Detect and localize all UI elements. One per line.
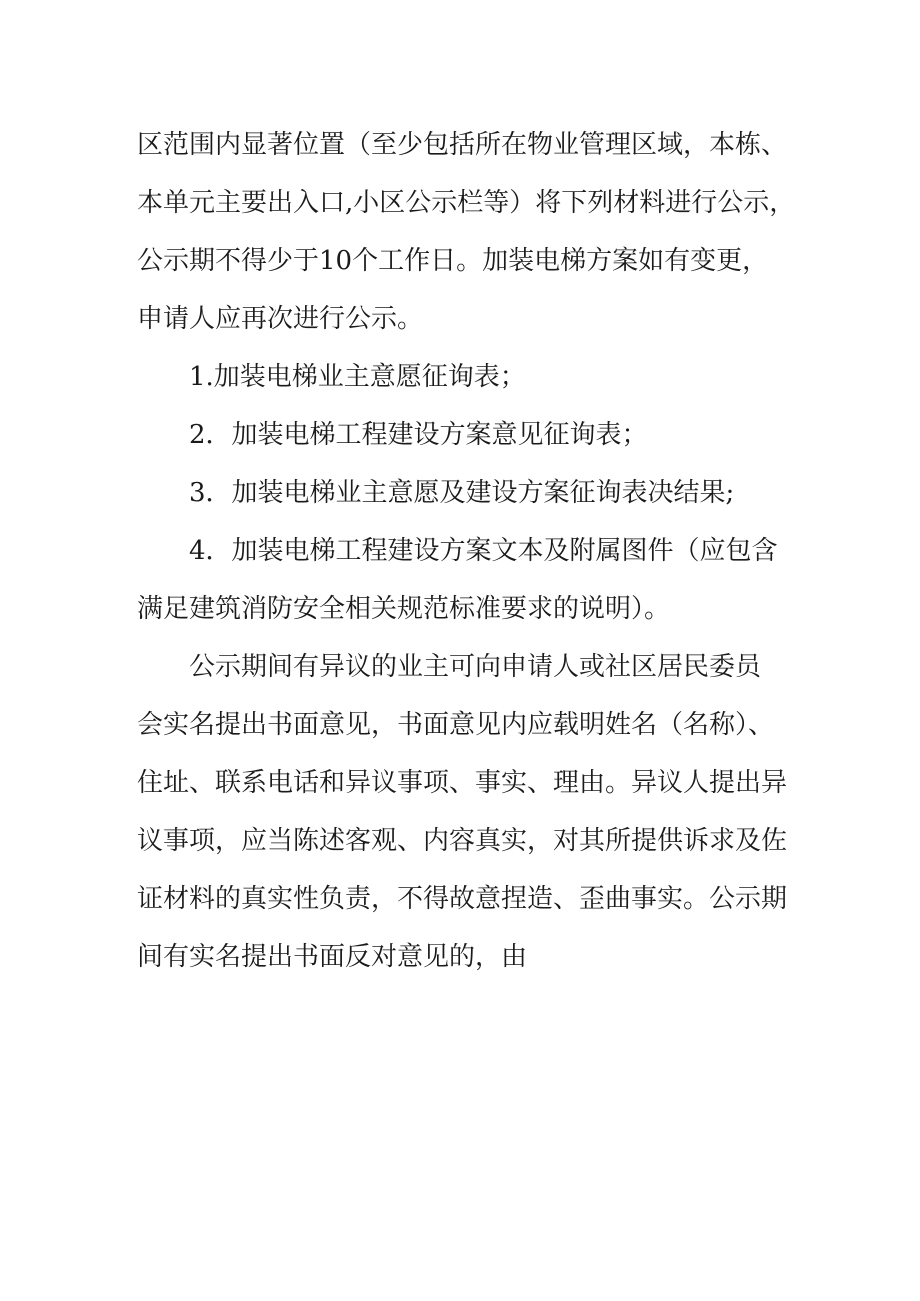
- list-item-1: [137, 348, 797, 406]
- list-item-2: [137, 406, 797, 464]
- text-line: 1.加装电梯业主意愿征询表；: [189, 362, 526, 392]
- text-line: 议事项，应当陈述客观、内容真实，对其所提供诉求及佐: [137, 826, 788, 856]
- text-line: 会实名提出书面意见，书面意见内应载明姓名（名称）、: [137, 710, 775, 740]
- paragraph-public-notice: [137, 116, 797, 348]
- text-line: 4．加装电梯工程建设方案文本及附属图件（应包含: [189, 536, 778, 566]
- text-line: 2．加装电梯工程建设方案意见征询表；: [189, 420, 648, 450]
- list-item-3: [137, 464, 797, 522]
- document-body: [137, 116, 797, 986]
- paragraph-objection: [137, 638, 797, 986]
- text-line: 公示期间有异议的业主可向申请人或社区居民委员: [189, 652, 762, 682]
- list-item-4: [137, 522, 797, 638]
- text-line: 本单元主要出入口,小区公示栏等）将下列材料进行公示，: [137, 188, 796, 218]
- text-line: 申请人应再次进行公示。: [137, 304, 424, 334]
- text-line: 住址、联系电话和异议事项、事实、理由。异议人提出异: [137, 768, 788, 798]
- text-line: 公示期不得少于10个工作日。加装电梯方案如有变更，: [137, 246, 769, 276]
- text-line: 间有实名提出书面反对意见的，由: [137, 942, 528, 972]
- text-line: 区范围内显著位置（至少包括所在物业管理区域，本栋、: [137, 130, 788, 160]
- text-line: 3．加装电梯业主意愿及建设方案征询表决结果;: [189, 478, 735, 508]
- text-line: 证材料的真实性负责，不得故意捏造、歪曲事实。公示期: [137, 884, 788, 914]
- text-line: 满足建筑消防安全相关规范标准要求的说明）。: [137, 594, 671, 624]
